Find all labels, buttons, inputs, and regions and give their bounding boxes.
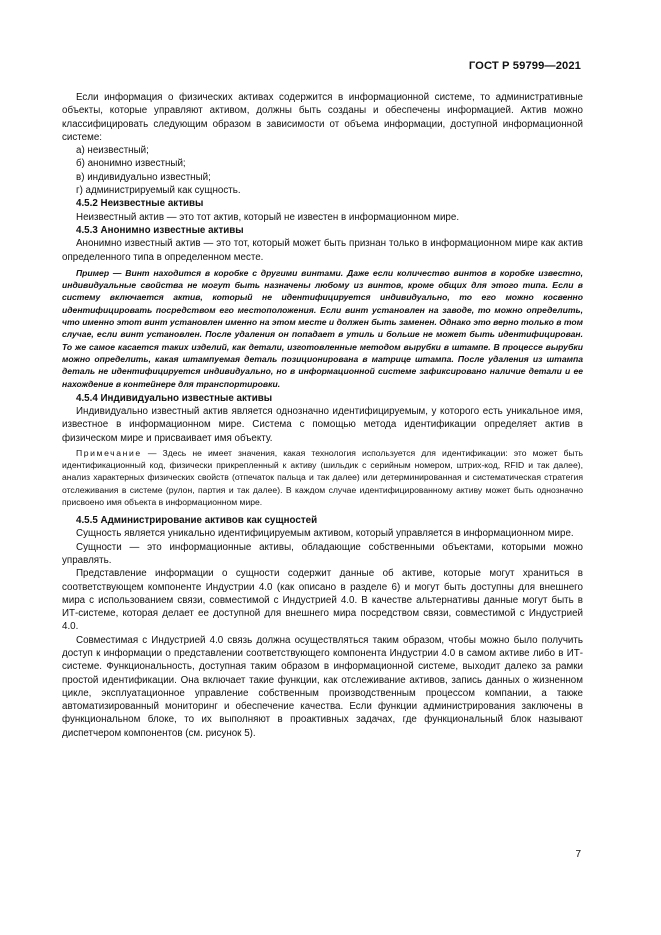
page-number: 7 [575,849,581,860]
section-paragraph: Анонимно известный актив — это тот, который может быть признан только в информационном мире как актив определенного типа в определенном месте. [62,238,583,263]
note-block [62,447,583,508]
list-item: а) неизвестный; [76,145,149,157]
section-paragraph: Представление информации о сущности содержит данные об активе, которые могут храниться в соответствующем компоненте Индустрии 4.0 (как описано в разделе 6) и могут быть доступны для внешнего мира с использованием связи, совместимой с Индустрией 4.0. В качестве альтернативы данные могут быть в ИТ-системе, которая делает ее доступной для внешнего мира посредством связи, совместимой с Индустрией 4.0. [62,568,583,633]
note-text: — Здесь не имеет значения, какая технология используется для идентификации: это может быть идентификационный код, физически прикрепленный к активу (шильдик с серийным номером, штрих-код, RFID и так далее), анализ характерных физических свойств (отпечаток пальца и так далее) или детерминированная и систематическая стратегия отслеживания в системе (рулон, партия и так далее). В каждом случае идентифицированному активу может быть однозначно присвоено имя объекта в информационном мире. [62,448,583,507]
note-label: Примечание [76,448,142,459]
section-heading-4-5-3: 4.5.3 Анонимно известные активы [76,224,244,236]
section-paragraph: Неизвестный актив — это тот актив, который не известен в информационном мире. [76,211,460,223]
example-block: Пример — Винт находится в коробке с другими винтами. Даже если количество винтов в коробке известно, индивидуальные свойства не могут быть назначены любому из винтов, кроме общих для этого типа. Если в систему включается актив, который не идентифицируется индивидуально, то его можно косвенно идентифицировать посредством его местоположения. Если винт установлен на заводе, то можно определить, что именно этот винт установлен именно на этом месте и должен быть заменен. Однако это верно только в том случае, если винт установлен. После удаления он попадает в утиль и больше не может быть идентифицирован. То же самое касается таких изделий, как детали, изготовленные методом вырубки в штампе. В процессе вырубки можно определить, какая штампуемая деталь позиционирована в матрице штампа. После удаления из штампа деталь не идентифицируется индивидуально, но в информационной системе зафиксировано наличие детали и ее нахождение в контейнере для транспортировки. [62,267,583,389]
section-heading-4-5-2: 4.5.2 Неизвестные активы [76,198,204,210]
standard-code: ГОСТ Р 59799—2021 [468,60,581,72]
section-paragraph: Индивидуально известный актив является однозначно идентифицируемым, у которого есть уникальное имя, известное в информационном мире. Система с помощью метода идентификации определяет актив в физическом мире и присваивает имя объекту. [62,406,583,444]
list-item: г) администрируемый как сущность. [76,185,241,197]
section-paragraph: Совместимая с Индустрией 4.0 связь должна осуществляться таким образом, чтобы можно было получить доступ к информации о представлении соответствующего компонента Индустрии 4.0 в самом активе либо в ИТ-системе. Функциональность, доступная таким образом в информационной системе, выходит далеко за рамки простой идентификации. Она включает такие функции, как отслеживание активов, запись данных о жизненном цикле, эксплуатационное управление собственным производственным процессом компании, а также автоматизированный мониторинг и обеспечение качества. Если функции администрирования заключены в функциональном блоке, то их выполняют в проактивных задачах, где функциональный блок называют диспетчером компонентов (см. рисунок 5). [62,634,583,739]
intro-paragraph: Если информация о физических активах содержится в информационной системе, то административные объекты, которые управляют активом, должны быть созданы и обеспечены информацией. Актив можно классифицировать следующим образом в зависимости от объема информации, доступной информационной системе: [62,92,583,143]
section-heading-4-5-5: 4.5.5 Администрирование активов как сущностей [76,515,318,527]
page-content [62,91,583,740]
section-paragraph: Сущности — это информационные активы, обладающие собственными объектами, которыми можно управлять. [62,541,583,566]
list-item: в) индивидуально известный; [76,171,211,183]
section-paragraph: Сущность является уникально идентифицируемым активом, который управляется в информационном мире. [76,528,574,540]
section-heading-4-5-4: 4.5.4 Индивидуально известные активы [76,392,273,404]
list-item: б) анонимно известный; [76,158,186,170]
